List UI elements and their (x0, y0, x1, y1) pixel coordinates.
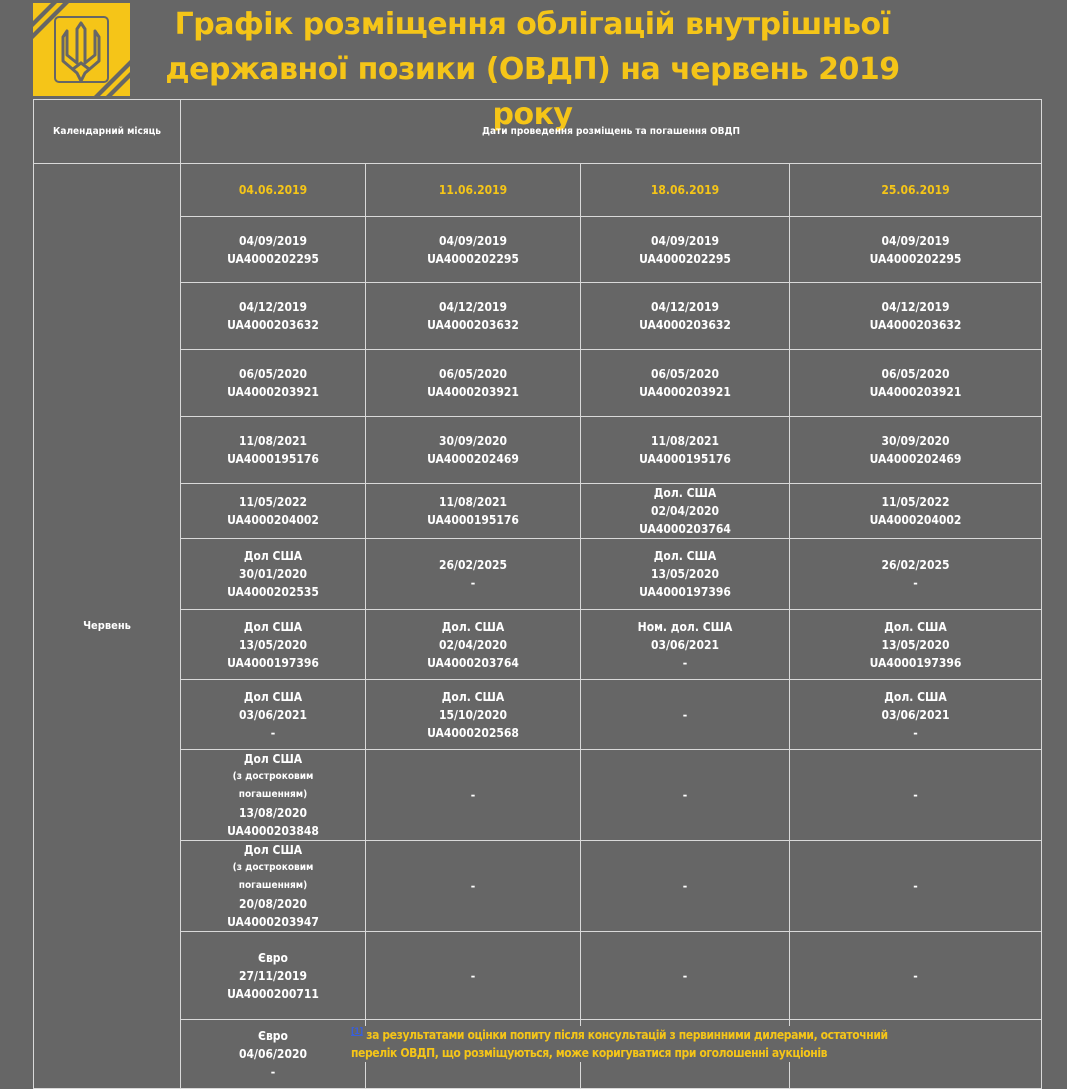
bond-cell-line: UA4000197396 (227, 655, 319, 670)
trident-emblem-icon (33, 3, 130, 96)
bond-cell (366, 217, 581, 283)
bond-cell-line: 04/12/2019 (651, 300, 719, 314)
bond-cell (366, 350, 581, 417)
bond-cell-line: UA4000202295 (427, 251, 519, 266)
bond-cell (581, 841, 790, 932)
bond-cell-line: 03/06/2021 (239, 707, 307, 722)
bond-cell-line: UA4000203764 (639, 522, 731, 536)
bond-cell (790, 680, 1042, 750)
bond-cell-line: 15/10/2020 (439, 707, 507, 722)
bond-cell-line: UA4000203632 (869, 318, 962, 332)
bond-cell-line: UA4000197396 (869, 655, 962, 670)
table-row (34, 283, 1042, 350)
bond-cell (181, 932, 366, 1020)
footnote-reference-link[interactable]: [1] (351, 1027, 363, 1037)
bond-cell (366, 539, 581, 610)
bond-cell-line: UA4000200711 (227, 986, 319, 1001)
bond-cell-line: 04/12/2019 (439, 300, 507, 314)
column-header-month: Календарний місяць (34, 100, 181, 164)
month-cell: Червень (34, 164, 181, 1089)
bond-cell-line: UA4000195176 (227, 452, 319, 466)
auction-date: 25.06.2019 (790, 164, 1042, 217)
bond-cell (181, 217, 366, 283)
bond-cell (366, 610, 581, 680)
bond-cell-line: Дол США (243, 689, 303, 704)
bond-cell (181, 1020, 366, 1089)
bond-cell-line: 04/09/2019 (651, 233, 719, 248)
bond-cell-line: UA4000202295 (227, 251, 319, 266)
bond-cell-line: 04/12/2019 (881, 300, 950, 314)
bond-cell (366, 283, 581, 350)
bond-cell-line: 04/09/2019 (881, 233, 950, 248)
bond-cell-line: UA4000203921 (869, 385, 962, 399)
bond-cell-line: - (470, 879, 476, 893)
bond-cell-line: UA4000203921 (427, 385, 519, 399)
bond-cell-line: 04/09/2019 (239, 233, 307, 248)
bond-cell-line: UA4000202295 (869, 251, 962, 266)
bond-cell-line: (з достроковим (232, 862, 314, 873)
auction-date: 04.06.2019 (181, 164, 366, 217)
bond-cell-line: Дол США (243, 752, 303, 766)
bond-cell-line: 26/02/2025 (439, 558, 507, 572)
bond-cell-line: 13/05/2020 (651, 567, 719, 581)
bond-cell-line: UA4000203947 (227, 915, 319, 929)
bond-cell (366, 484, 581, 539)
bond-cell-line: - (913, 788, 918, 802)
bond-cell-line: 06/05/2020 (439, 367, 507, 381)
bond-cell (790, 484, 1042, 539)
bond-cell-line: UA4000202568 (427, 725, 519, 740)
bond-cell (790, 417, 1042, 484)
bond-cell-line: Дол. США (884, 689, 947, 704)
bond-cell-line: UA4000202535 (227, 585, 319, 599)
bond-cell-line: погашенням) (238, 789, 308, 800)
bond-cell (181, 283, 366, 350)
bond-cell-line: - (470, 788, 476, 802)
bond-cell-line: - (682, 879, 688, 893)
bond-cell-line: - (682, 788, 688, 802)
bond-cell-line: UA4000203848 (227, 824, 319, 838)
table-row (34, 484, 1042, 539)
bond-cell-line: UA4000204002 (869, 513, 962, 527)
bond-cell (581, 217, 790, 283)
bond-cell (366, 841, 581, 932)
table-row (34, 750, 1042, 841)
bond-cell-line: - (682, 968, 688, 983)
bond-cell (181, 417, 366, 484)
bond-cell-line: UA4000203764 (427, 655, 519, 670)
bond-cell (581, 932, 790, 1020)
footnote-line-2: перелік ОВДП, що розміщуються, може коригуватися при оголошенні аукціонів (351, 1046, 828, 1060)
bond-cell-line: - (682, 707, 688, 722)
bond-cell (790, 217, 1042, 283)
bond-cell (581, 484, 790, 539)
bond-cell-line: - (913, 725, 918, 740)
table-row (34, 350, 1042, 417)
bond-cell (790, 932, 1042, 1020)
auction-date: 18.06.2019 (581, 164, 790, 217)
bond-cell (581, 283, 790, 350)
table-row (34, 217, 1042, 283)
bond-cell-line: 06/05/2020 (651, 367, 719, 381)
bond-cell-line: Євро (258, 950, 288, 965)
bond-cell-line: Дол США (243, 549, 303, 563)
bond-cell-line: Євро (258, 1029, 288, 1043)
bond-cell-line: 02/04/2020 (651, 504, 719, 518)
footnote (351, 1026, 951, 1062)
bond-cell-line: 30/09/2020 (881, 434, 950, 448)
page-title-line-1: Графік розміщення облігацій внутрішньої (174, 7, 891, 42)
bond-cell (790, 750, 1042, 841)
bond-cell-line: UA4000202469 (427, 452, 519, 466)
bond-cell-line: UA4000197396 (639, 585, 731, 599)
bond-cell-line: Дол. США (653, 486, 717, 500)
placement-schedule-table (33, 99, 1042, 1089)
bond-cell (181, 539, 366, 610)
bond-cell-line: 26/02/2025 (881, 558, 950, 572)
bond-cell-line: 11/08/2021 (239, 434, 307, 448)
auction-dates-row (34, 164, 1042, 217)
bond-cell-line: 13/08/2020 (239, 806, 307, 820)
bond-cell-line: 04/09/2019 (439, 233, 507, 248)
bond-cell (581, 610, 790, 680)
bond-cell (181, 680, 366, 750)
bond-cell-line: - (913, 879, 918, 893)
bond-cell (181, 484, 366, 539)
page-title-line-2: державної позики (ОВДП) на червень 2019 року (165, 52, 900, 132)
bond-cell-line: UA4000202469 (869, 452, 962, 466)
bond-cell-line: - (470, 968, 476, 983)
bond-cell-line: UA4000204002 (227, 513, 319, 527)
bond-cell-line: UA4000195176 (427, 513, 519, 527)
bond-cell (181, 750, 366, 841)
bond-cell-line: (з достроковим (232, 771, 314, 782)
bond-cell (366, 750, 581, 841)
table-row (34, 417, 1042, 484)
bond-cell-line: - (682, 655, 688, 670)
bond-cell (790, 539, 1042, 610)
bond-cell-line: 03/06/2021 (881, 707, 950, 722)
bond-cell (790, 841, 1042, 932)
bond-cell (181, 841, 366, 932)
bond-cell-line: Дол. США (441, 619, 505, 634)
table-row (34, 932, 1042, 1020)
bond-cell-line: - (270, 725, 276, 740)
bond-cell-line: UA4000203632 (639, 318, 731, 332)
bond-cell-line: UA4000203921 (227, 385, 319, 399)
table-row (34, 610, 1042, 680)
bond-cell (581, 350, 790, 417)
bond-cell (581, 680, 790, 750)
table-row (34, 680, 1042, 750)
bond-cell-line: 03/06/2021 (651, 637, 719, 652)
table-row (34, 539, 1042, 610)
bond-cell-line: 06/05/2020 (881, 367, 950, 381)
bond-cell-line: 30/09/2020 (439, 434, 507, 448)
bond-cell (581, 417, 790, 484)
bond-cell-line: Дол США (243, 843, 303, 857)
bond-cell-line: Дол США (243, 619, 303, 634)
bond-cell (790, 350, 1042, 417)
bond-cell-line: UA4000202295 (639, 251, 731, 266)
bond-cell (790, 283, 1042, 350)
bond-cell (181, 350, 366, 417)
bond-cell-line: 04/12/2019 (239, 300, 307, 314)
bond-cell-line: Дол. США (884, 619, 947, 634)
bond-cell (181, 610, 366, 680)
bond-cell (581, 539, 790, 610)
bond-cell-line: Дол. США (653, 549, 717, 563)
bond-cell-line: UA4000195176 (639, 452, 731, 466)
bond-cell (366, 417, 581, 484)
bond-cell-line: 20/08/2020 (239, 897, 307, 911)
bond-cell-line: Дол. США (441, 689, 505, 704)
column-header-dates: Дати проведення розміщень та погашення ОВДП (181, 100, 1042, 164)
bond-cell-line: 27/11/2019 (239, 968, 307, 983)
bond-cell-line: 11/08/2021 (439, 495, 507, 509)
bond-cell (366, 932, 581, 1020)
bond-cell-line: UA4000203632 (227, 318, 319, 332)
bond-cell (366, 680, 581, 750)
bond-cell-line: UA4000203921 (639, 385, 731, 399)
bond-cell-line: 06/05/2020 (239, 367, 307, 381)
bond-cell (790, 610, 1042, 680)
auction-date: 11.06.2019 (366, 164, 581, 217)
bond-cell-line: 04/06/2020 (239, 1047, 307, 1061)
bond-cell-line: 30/01/2020 (239, 567, 307, 581)
bond-cell-line: 11/05/2022 (239, 495, 307, 509)
bond-cell-line: - (913, 576, 918, 590)
table-header-row (34, 100, 1042, 164)
bond-cell (581, 750, 790, 841)
footnote-line-1: за результатами оцінки попиту після консультацій з первинними дилерами, остаточний (362, 1028, 888, 1042)
bond-cell-line: 13/05/2020 (881, 637, 950, 652)
bond-cell-line: - (913, 968, 918, 983)
table-row (34, 841, 1042, 932)
bond-cell-line: Ном. дол. США (637, 619, 733, 634)
bond-cell-line: погашенням) (238, 880, 308, 891)
bond-cell-line: - (270, 1065, 276, 1079)
bond-cell-line: UA4000203632 (427, 318, 519, 332)
bond-cell-line: 11/08/2021 (651, 434, 719, 448)
bond-cell-line: 13/05/2020 (239, 637, 307, 652)
bond-cell-line: - (470, 576, 476, 590)
bond-cell-line: 11/05/2022 (881, 495, 950, 509)
bond-cell-line: 02/04/2020 (439, 637, 507, 652)
